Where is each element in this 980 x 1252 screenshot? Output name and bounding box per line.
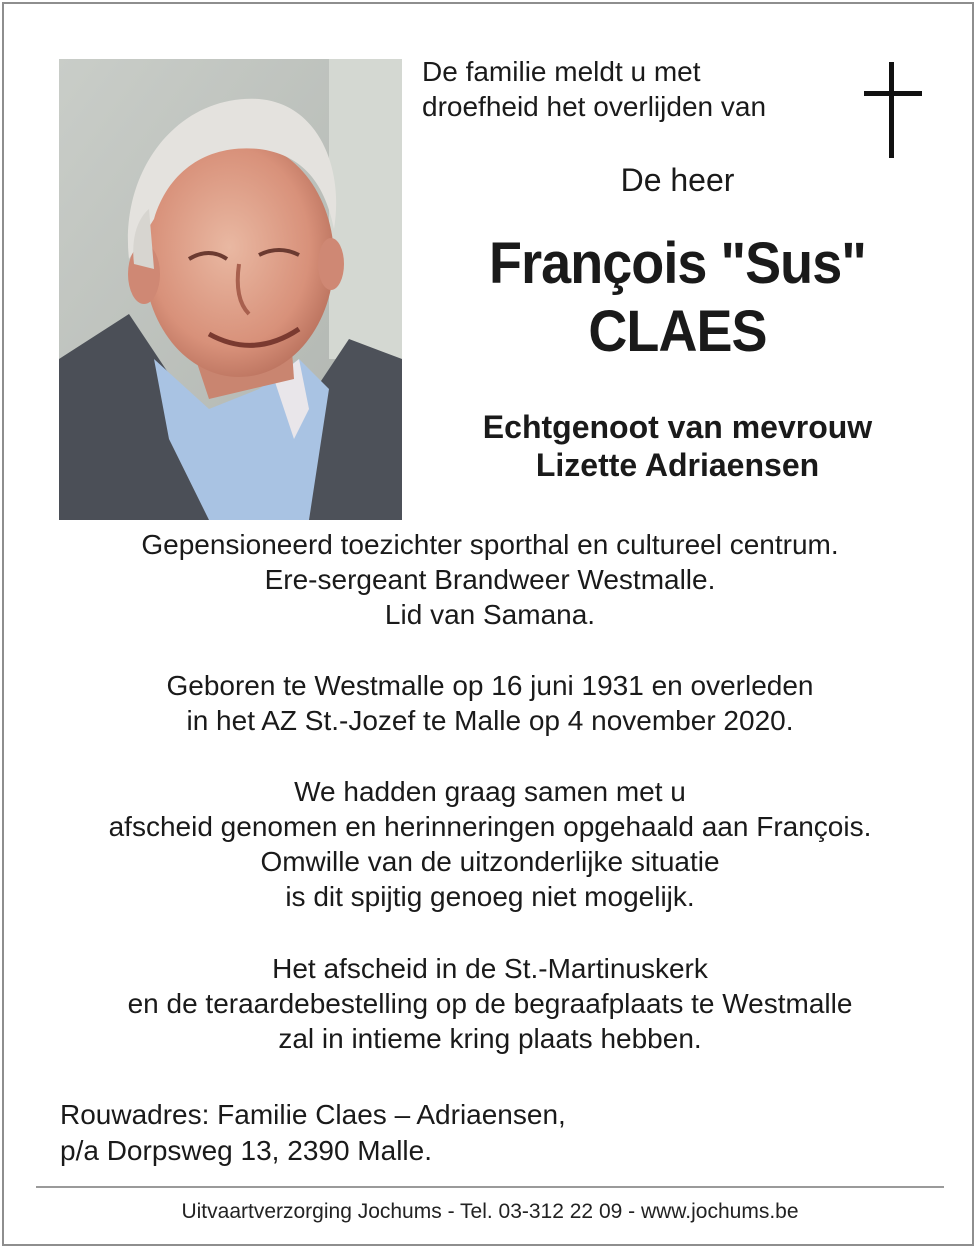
life-dates-paragraph	[40, 668, 940, 738]
roles-line: Ere-sergeant Brandweer Westmalle.	[264, 564, 716, 595]
roles-paragraph	[40, 527, 940, 632]
salutation: De heer	[620, 162, 735, 198]
life-line: in het AZ St.-Jozef te Malle op 4 november 2020.	[186, 705, 794, 736]
ceremony-line: zal in intieme kring plaats hebben.	[278, 1023, 702, 1054]
farewell-line: is dit spijtig genoeg niet mogelijk.	[285, 881, 695, 912]
farewell-line: afscheid genomen en herinneringen opgehaald aan François.	[108, 811, 872, 842]
roles-line: Gepensioneerd toezichter sporthal en cultureel centrum.	[141, 529, 839, 560]
ceremony-line: Het afscheid in de St.-Martinuskerk	[272, 953, 708, 984]
funeral-home-footer: Uitvaartverzorging Jochums - Tel. 03-312 22 09 - www.jochums.be	[181, 1200, 799, 1223]
ceremony-line: en de teraardebestelling op de begraafplaats te Westmalle	[127, 988, 853, 1019]
spouse-info	[420, 408, 935, 484]
intro-text	[422, 54, 842, 124]
roles-line: Lid van Samana.	[384, 599, 596, 630]
mourning-address	[60, 1097, 566, 1169]
deceased-name	[438, 230, 917, 366]
address-line: Rouwadres: Familie Claes – Adriaensen,	[60, 1099, 566, 1130]
last-name: CLAES	[588, 299, 767, 364]
intro-line: De familie meldt u met	[422, 56, 701, 87]
portrait-photo	[59, 59, 402, 520]
ceremony-paragraph	[40, 951, 940, 1056]
footer-divider	[36, 1186, 944, 1188]
first-name: François "Sus"	[489, 231, 866, 296]
spouse-line: Echtgenoot van mevrouw	[482, 409, 873, 445]
intro-line: droefheid het overlijden van	[422, 91, 767, 122]
latin-cross-icon	[864, 62, 922, 160]
farewell-line: Omwille van de uitzonderlijke situatie	[260, 846, 720, 877]
farewell-wish-paragraph	[40, 774, 940, 914]
address-line: p/a Dorpsweg 13, 2390 Malle.	[60, 1135, 432, 1166]
farewell-line: We hadden graag samen met u	[294, 776, 686, 807]
life-line: Geboren te Westmalle op 16 juni 1931 en overleden	[166, 670, 814, 701]
spouse-line: Lizette Adriaensen	[535, 447, 820, 483]
